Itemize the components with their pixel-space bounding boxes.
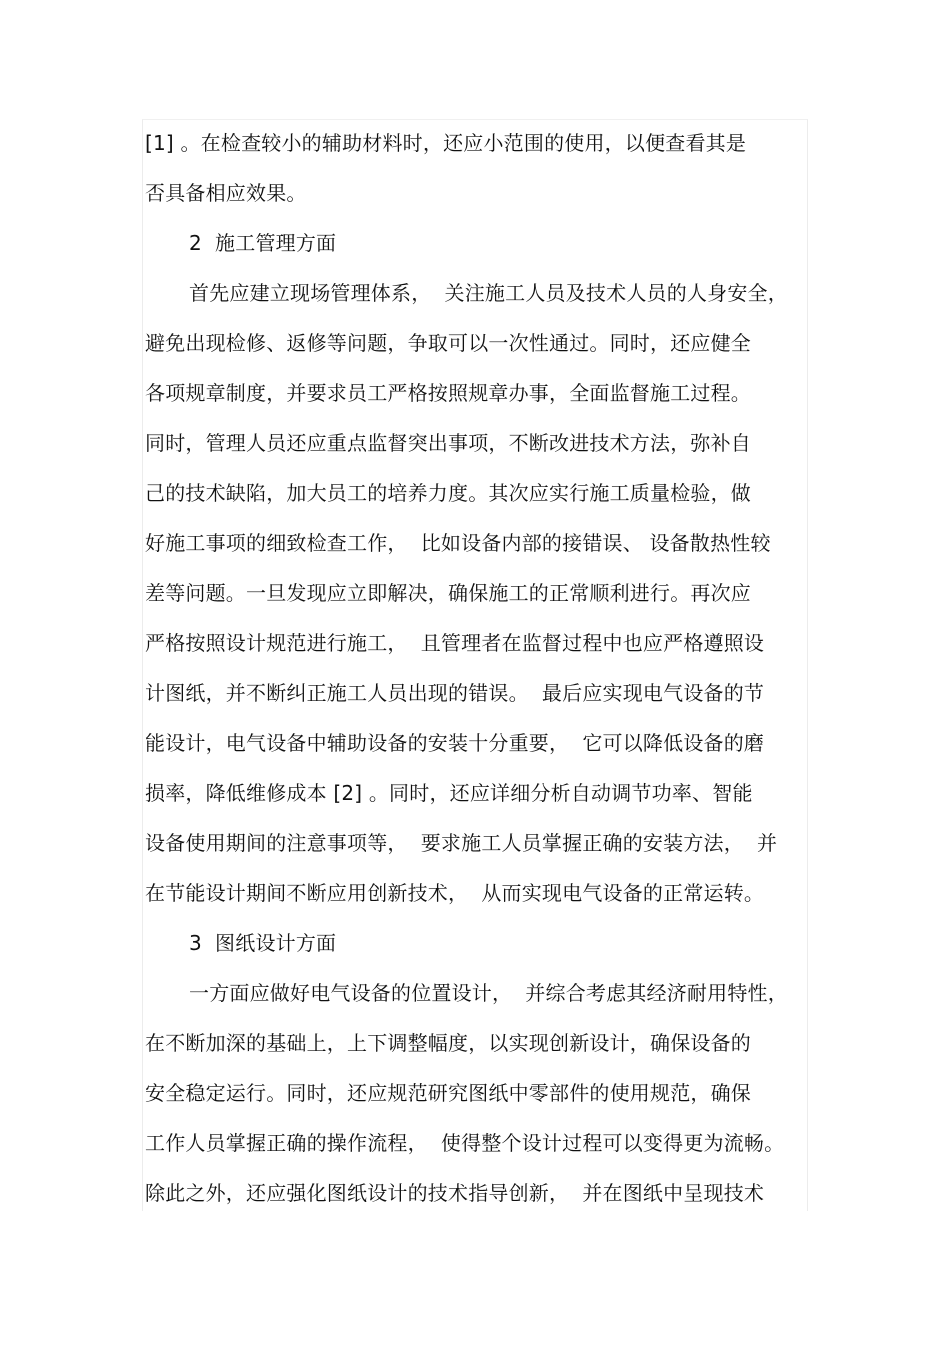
- text-line: 除此之外，还应强化图纸设计的技术指导创新， 并在图纸中呈现技术: [145, 1181, 765, 1205]
- text-line: 好施工事项的细致检查工作， 比如设备内部的接错误、 设备散热性较: [145, 531, 771, 555]
- section-heading: 3 图纸设计方面: [189, 931, 337, 955]
- text-line: 在节能设计期间不断应用创新技术， 从而实现电气设备的正常运转。: [145, 881, 765, 905]
- text-line: 差等问题。一旦发现应立即解决，确保施工的正常顺利进行。再次应: [145, 581, 751, 605]
- text-line: 在不断加深的基础上，上下调整幅度，以实现创新设计，确保设备的: [145, 1031, 751, 1055]
- text-line: 设备使用期间的注意事项等， 要求施工人员掌握正确的安装方法， 并: [145, 831, 778, 855]
- text-line: 损率，降低维修成本 [2] 。同时，还应详细分析自动调节功率、智能: [145, 781, 753, 805]
- text-line: 严格按照设计规范进行施工， 且管理者在监督过程中也应严格遵照设: [145, 631, 765, 655]
- text-line: 安全稳定运行。同时，还应规范研究图纸中零部件的使用规范，确保: [145, 1081, 751, 1105]
- text-line: 能设计，电气设备中辅助设备的安装十分重要， 它可以降低设备的磨: [145, 731, 765, 755]
- text-line: 各项规章制度，并要求员工严格按照规章办事，全面监督施工过程。: [145, 381, 751, 405]
- text-line: 否具备相应效果。: [145, 181, 307, 205]
- text-line: 工作人员掌握正确的操作流程， 使得整个设计过程可以变得更为流畅。: [145, 1131, 785, 1155]
- text-line: 避免出现检修、返修等问题，争取可以一次性通过。同时，还应健全: [145, 331, 751, 355]
- text-line: [1] 。在检查较小的辅助材料时，还应小范围的使用，以便查看其是: [145, 131, 747, 155]
- text-line: 一方面应做好电气设备的位置设计， 并综合考虑其经济耐用特性，: [189, 981, 788, 1005]
- text-line: 己的技术缺陷，加大员工的培养力度。其次应实行施工质量检验，做: [145, 481, 751, 505]
- text-line: 同时，管理人员还应重点监督突出事项，不断改进技术方法，弥补自: [145, 431, 751, 455]
- text-line: 首先应建立现场管理体系， 关注施工人员及技术人员的人身安全，: [189, 281, 788, 305]
- text-line: 计图纸，并不断纠正施工人员出现的错误。 最后应实现电气设备的节: [145, 681, 765, 705]
- section-heading: 2 施工管理方面: [189, 231, 337, 255]
